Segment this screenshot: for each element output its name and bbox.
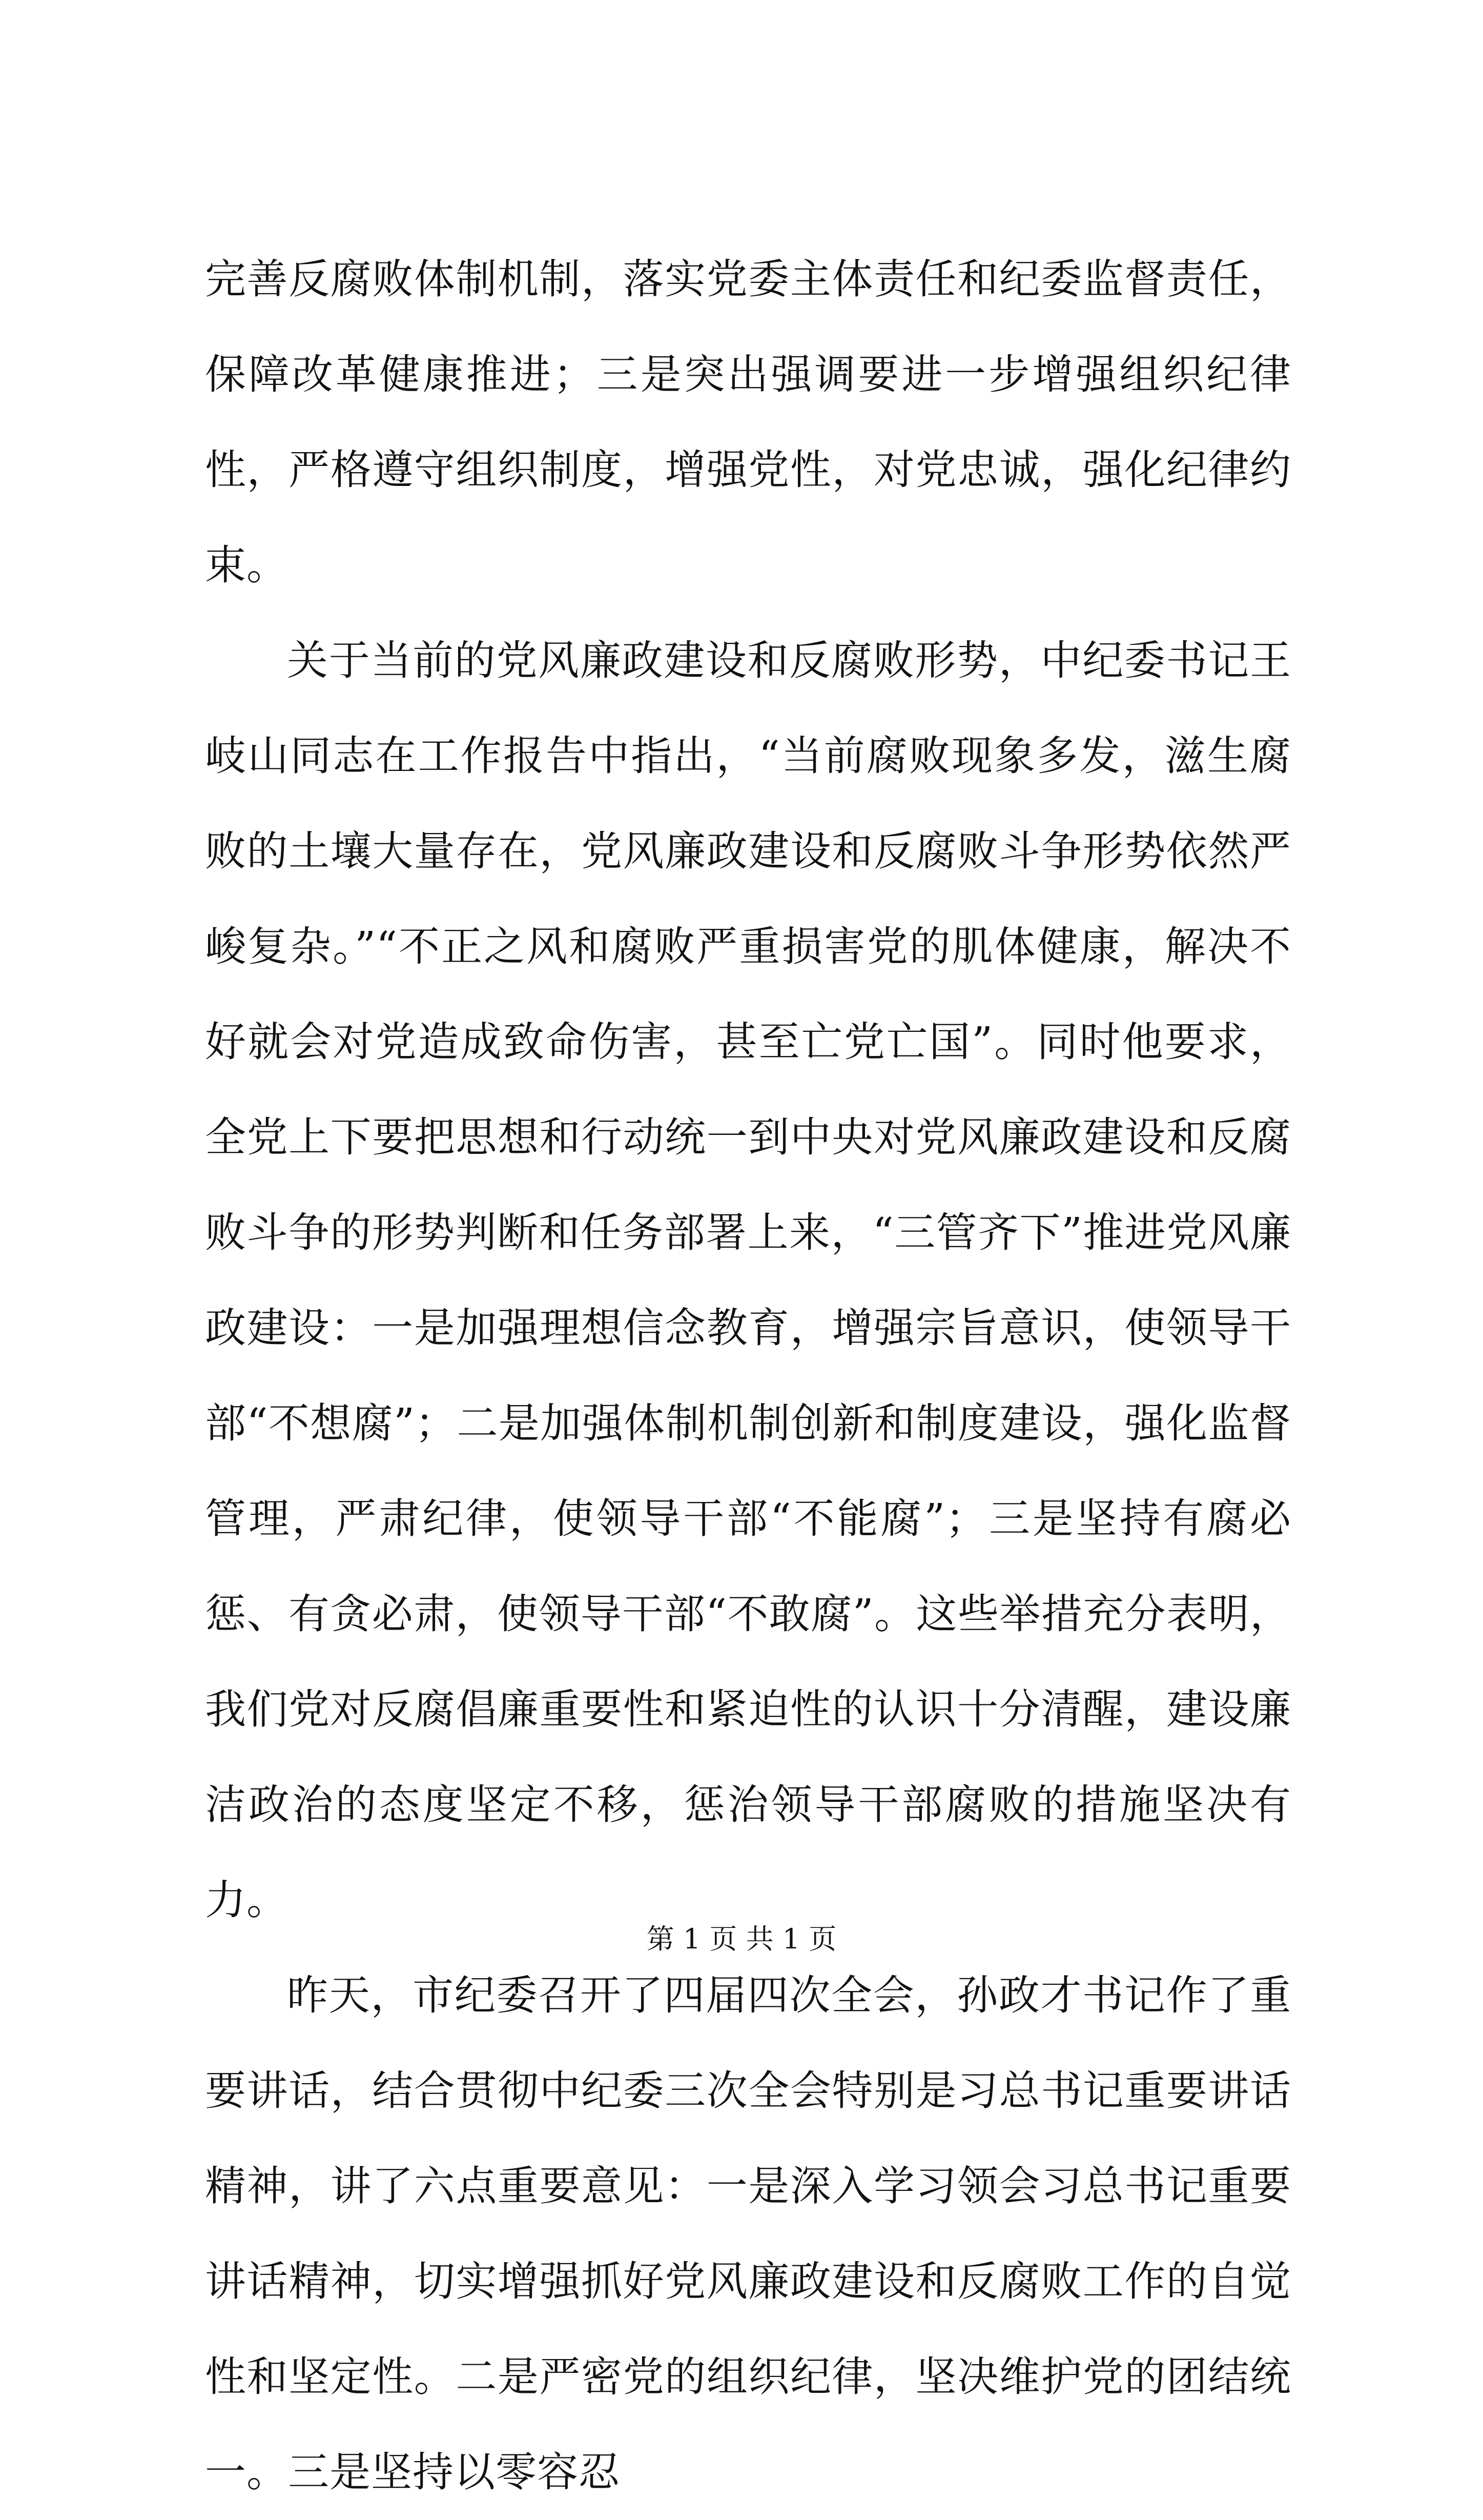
paragraph-1: 完善反腐败体制机制，落实党委主体责任和纪委监督责任，保障改革健康推进；三是突出强调要进一步增强组织纪律性，严格遵守组织制度，增强党性，对党忠诚，强化纪律约束。: [205, 255, 1291, 589]
document-body: [205, 232, 1291, 2520]
page-number-footer: 第 1 页 共 1 页: [646, 1923, 837, 1955]
paragraph-2: 关于当前的党风廉政建设和反腐败形势，中纪委书记王岐山同志在工作报告中指出，“当前腐败现象多发，滋生腐败的土壤大量存在，党风廉政建设和反腐败斗争形势依然严峻复杂。”“不正之风和腐败严重损害党的肌体健康，解决不好就会对党造成致命伤害，甚至亡党亡国”。同时他要求，全党上下要把思想和行动统一到中央对党风廉政建设和反腐败斗争的形势判断和任务部署上来，“三管齐下”推进党风廉政建设：一是加强理想信念教育，增强宗旨意识，使领导干部“不想腐”；二是加强体制机制创新和制度建设，强化监督管理，严肃纪律，使领导干部“不能腐”；三是坚持有腐必惩、有贪必肃，使领导干部“不敢腐”。这些举措充分表明，我们党对反腐倡廉重要性和紧迫性的认识十分清醒，建设廉洁政治的态度坚定不移，惩治领导干部腐败的措施坚决有力。: [205, 637, 1291, 1924]
paragraph-3: 昨天，市纪委召开了四届四次全会，孙政才书记作了重要讲话，结合贯彻中纪委三次全会特别是习总书记重要讲话精神，讲了六点重要意见：一是深入学习领会习总书记重要讲话精神，切实增强抓好党风廉政建设和反腐败工作的自觉性和坚定性。二是严密党的组织纪律，坚决维护党的团结统一。三是坚持以零容忍: [205, 1972, 1291, 2496]
